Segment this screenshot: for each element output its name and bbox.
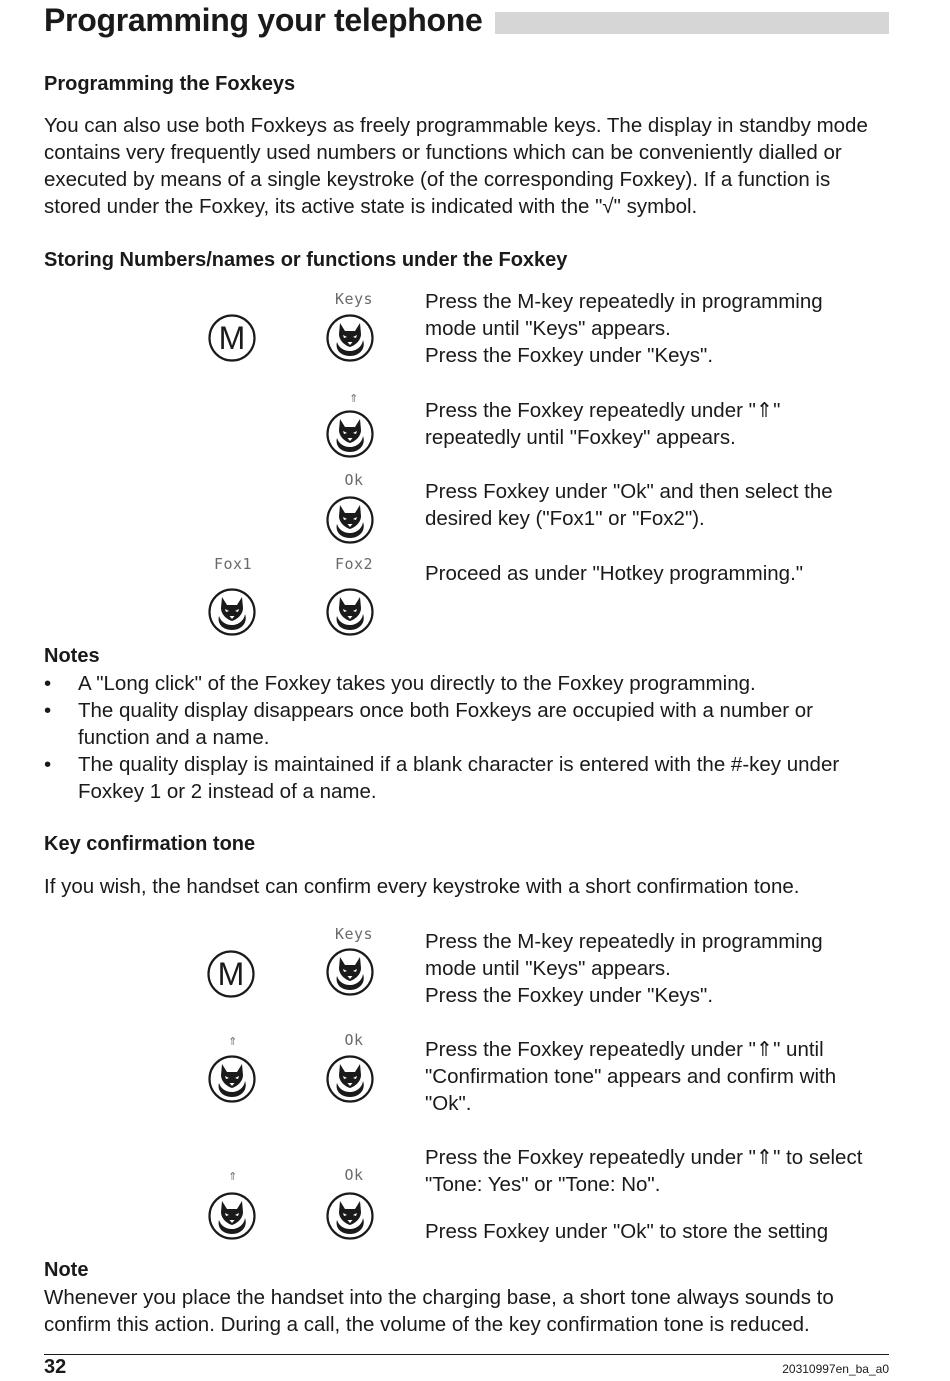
step-line: "Confirmation tone" appears and confirm with	[425, 1065, 837, 1088]
paragraph-line: Whenever you place the handset into the charging base, a short tone always sounds to	[44, 1286, 834, 1309]
instruction-step	[425, 928, 823, 1009]
paragraph-line: confirm this action. During a call, the volume of the key confirmation tone is reduced.	[44, 1313, 810, 1336]
step-line: Press the Foxkey repeatedly under "⇑"	[425, 399, 781, 422]
lcd-label-arrow: ⇑	[349, 388, 359, 406]
foxkey-icon	[208, 1055, 256, 1103]
foxkey-icon	[326, 410, 374, 458]
section-heading-confirmation-tone: Key confirmation tone	[44, 833, 256, 855]
m-key-label: M	[217, 956, 245, 992]
page-number: 32	[44, 1356, 67, 1378]
step-line: desired key ("Fox1" or "Fox2").	[425, 507, 705, 530]
notes-heading: Notes	[44, 645, 100, 667]
step-line: "Tone: Yes" or "Tone: No".	[425, 1173, 661, 1196]
lcd-label-fox1: Fox1	[213, 555, 253, 573]
lcd-label-arrow: ⇑	[228, 1166, 238, 1184]
foxkey-icon	[326, 314, 374, 362]
list-item-text: The quality display is maintained if a blank character is entered with the #-key under	[78, 753, 840, 776]
instruction-step	[425, 1036, 836, 1117]
step-line: Press the Foxkey under "Keys".	[425, 344, 714, 367]
list-item-text: The quality display disappears once both Foxkeys are occupied with a number or	[78, 699, 813, 722]
instruction-step	[425, 397, 780, 451]
list-item	[44, 751, 839, 805]
step-line: Press the Foxkey under "Keys".	[425, 984, 714, 1007]
title-bar-decoration	[495, 12, 889, 34]
document-code: 20310997en_ba_a0	[782, 1362, 889, 1376]
step-line: repeatedly until "Foxkey" appears.	[425, 426, 736, 449]
section-confirmation-intro	[44, 873, 799, 900]
lcd-label-arrow: ⇑	[228, 1031, 238, 1049]
foxkey-icon	[326, 948, 374, 996]
step-line: "Ok".	[425, 1092, 472, 1115]
step-line: Press the Foxkey repeatedly under "⇑" until	[425, 1038, 824, 1061]
foxkey-icon	[208, 588, 256, 636]
footer-divider	[44, 1354, 889, 1355]
bullet-icon: •	[44, 699, 52, 722]
list-item-text: A "Long click" of the Foxkey takes you directly to the Foxkey programming.	[78, 672, 756, 695]
foxkey-icon	[326, 588, 374, 636]
lcd-label-keys: Keys	[334, 925, 374, 943]
step-line: Press the Foxkey repeatedly under "⇑" to select	[425, 1146, 863, 1169]
section-foxkeys-paragraph	[44, 112, 868, 220]
section-heading-storing: Storing Numbers/names or functions under the Foxkey	[44, 249, 568, 271]
lcd-label-keys: Keys	[334, 290, 374, 308]
bullet-icon: •	[44, 753, 52, 776]
list-item-text: function and a name.	[78, 726, 270, 749]
step-line: Press the M-key repeatedly in programming	[425, 930, 823, 953]
step-line: Press Foxkey under "Ok" to store the setting	[425, 1220, 829, 1243]
lcd-label-fox2: Fox2	[334, 555, 374, 573]
foxkey-icon	[208, 1192, 256, 1240]
instruction-step	[425, 478, 833, 532]
foxkey-icon	[326, 1055, 374, 1103]
paragraph-line: contains very frequently used numbers or functions which can be conveniently dialled or	[44, 141, 842, 164]
paragraph-line: If you wish, the handset can confirm every keystroke with a short confirmation tone.	[44, 875, 800, 898]
step-line: mode until "Keys" appears.	[425, 317, 671, 340]
step-line: Proceed as under "Hotkey programming."	[425, 562, 804, 585]
lcd-label-ok: Ok	[344, 471, 364, 489]
paragraph-line: You can also use both Foxkeys as freely programmable keys. The display in standby mode	[44, 114, 868, 137]
note-paragraph	[44, 1284, 834, 1338]
list-item	[44, 670, 839, 697]
m-key-label: M	[218, 320, 246, 356]
paragraph-line: executed by means of a single keystroke (of the corresponding Foxkey). If a function is	[44, 168, 831, 191]
note-heading: Note	[44, 1259, 89, 1281]
instruction-step	[425, 560, 803, 587]
page-title: Programming your telephone	[44, 2, 483, 38]
notes-list	[44, 670, 839, 805]
step-line: Press Foxkey under "Ok" and then select the	[425, 480, 833, 503]
list-item-text: Foxkey 1 or 2 instead of a name.	[78, 780, 377, 803]
lcd-label-ok: Ok	[344, 1031, 364, 1049]
foxkey-icon	[326, 496, 374, 544]
foxkey-icon	[326, 1192, 374, 1240]
m-key-icon	[207, 950, 255, 998]
instruction-step	[425, 288, 823, 369]
list-item	[44, 697, 839, 751]
m-key-icon	[208, 314, 256, 362]
step-line: mode until "Keys" appears.	[425, 957, 671, 980]
instruction-step	[425, 1218, 828, 1245]
bullet-icon: •	[44, 672, 52, 695]
section-heading-foxkeys: Programming the Foxkeys	[44, 73, 296, 95]
paragraph-line: stored under the Foxkey, its active state is indicated with the "√" symbol.	[44, 195, 698, 218]
lcd-label-ok: Ok	[344, 1166, 364, 1184]
step-line: Press the M-key repeatedly in programming	[425, 290, 823, 313]
instruction-step	[425, 1144, 862, 1198]
